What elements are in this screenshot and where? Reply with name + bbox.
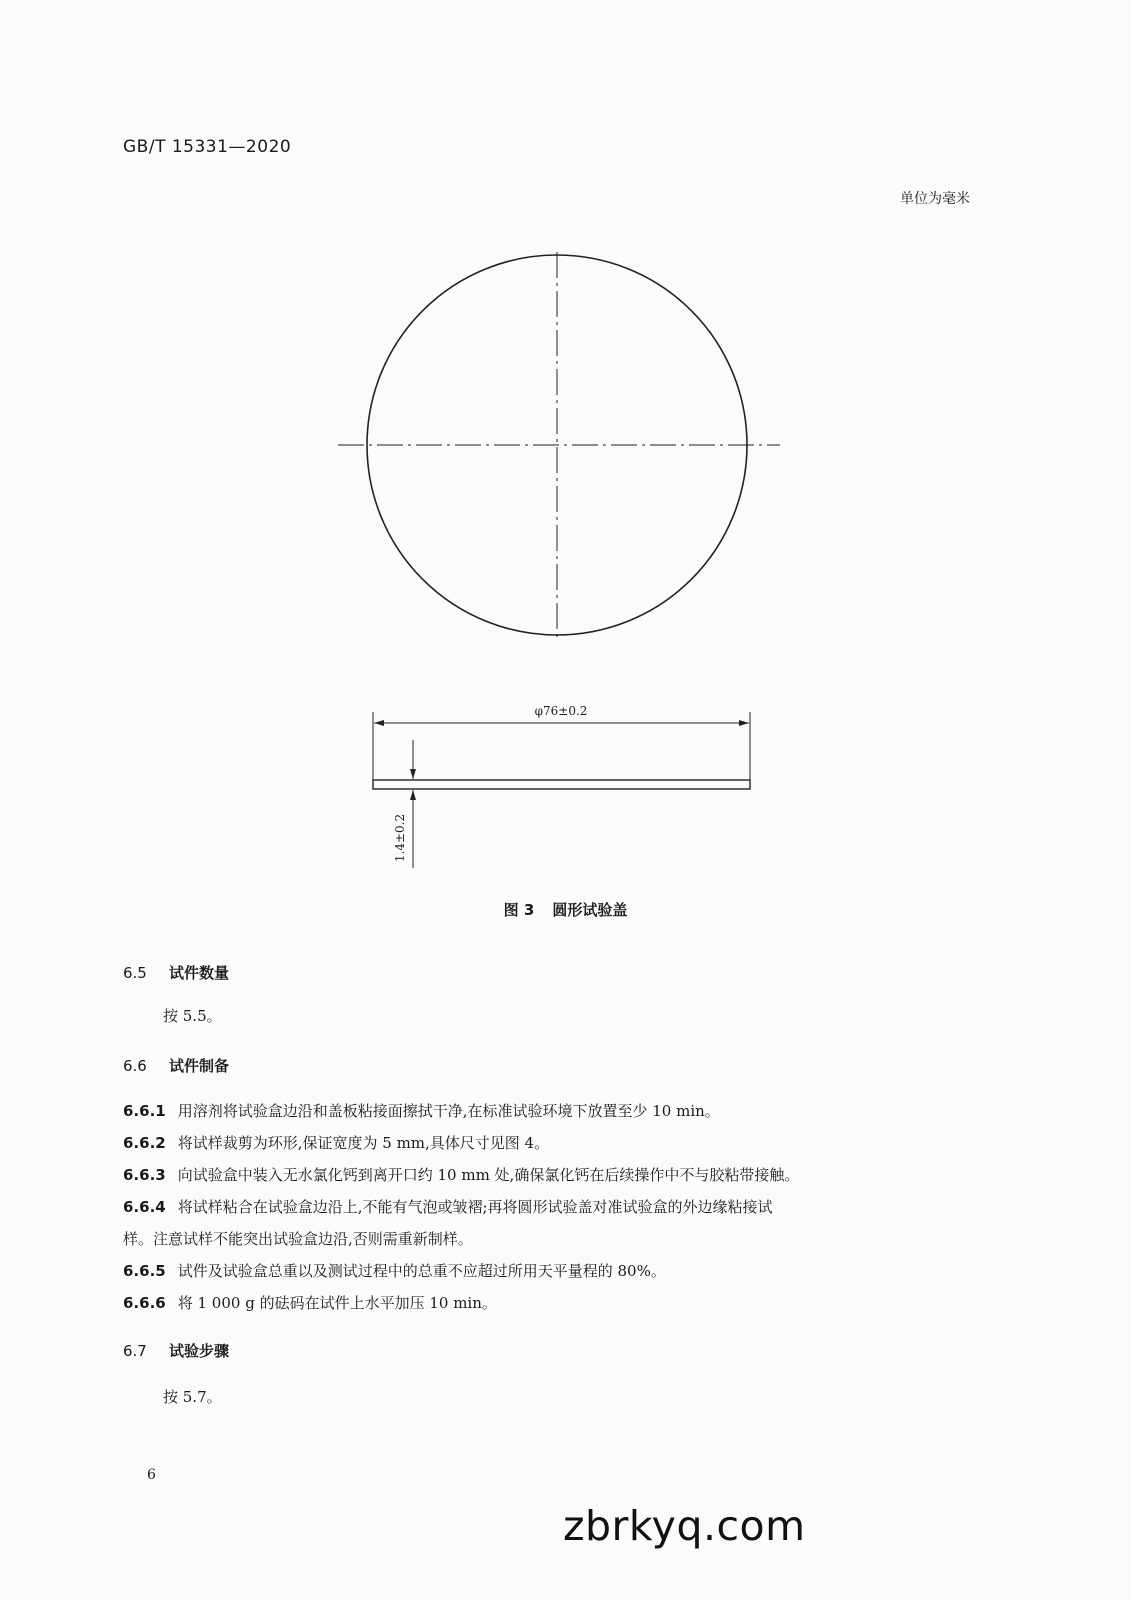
clause-6-6-4 <box>123 1197 773 1217</box>
clause-6-6-6 <box>123 1293 497 1313</box>
clause-number: 6.6.2 <box>123 1134 166 1152</box>
clause-number: 6.6.5 <box>123 1262 166 1280</box>
clause-text: 用溶剂将试验盒边沿和盖板粘接面擦拭干净,在标准试验环境下放置至少 10 min。 <box>177 1102 720 1120</box>
section-6-7-body: 按 5.7。 <box>163 1388 222 1406</box>
clause-6-6-1 <box>123 1101 720 1121</box>
clause-6-6-2 <box>123 1133 549 1153</box>
watermark: zbrkyq.com <box>563 1502 806 1550</box>
clause-text: 将 1 000 g 的砝码在试件上水平加压 10 min。 <box>177 1294 497 1312</box>
cover-side-view-plate <box>373 780 750 789</box>
section-6-5-body: 按 5.5。 <box>163 1007 222 1025</box>
clause-6-6-4-continuation: 样。注意试样不能突出试验盒边沿,否则需重新制样。 <box>123 1230 473 1248</box>
section-number: 6.7 <box>123 1342 147 1360</box>
section-6-7-heading <box>123 1340 229 1361</box>
clause-number: 6.6.4 <box>123 1198 166 1216</box>
figure-caption-title: 圆形试验盖 <box>552 901 628 919</box>
clause-number: 6.6.6 <box>123 1294 166 1312</box>
standard-code: GB/T 15331—2020 <box>123 137 292 157</box>
figure-caption <box>0 899 1131 920</box>
clause-number: 6.6.1 <box>123 1102 166 1120</box>
diameter-label: φ76±0.2 <box>534 704 588 718</box>
section-number: 6.6 <box>123 1057 147 1075</box>
clause-text: 将试样粘合在试验盒边沿上,不能有气泡或皱褶;再将圆形试验盖对准试验盒的外边缘粘接试 <box>177 1198 773 1216</box>
section-title: 试件制备 <box>169 1057 230 1075</box>
clause-text: 试件及试验盒总重以及测试过程中的总重不应超过所用天平量程的 80%。 <box>177 1262 666 1280</box>
section-title: 试验步骤 <box>169 1342 230 1360</box>
thickness-label: 1.4±0.2 <box>393 813 407 863</box>
clause-number: 6.6.3 <box>123 1166 166 1184</box>
figure-caption-number: 图 3 <box>503 901 535 919</box>
clause-text: 将试样裁剪为环形,保证宽度为 5 mm,具体尺寸见图 4。 <box>177 1134 550 1152</box>
clause-6-6-3 <box>123 1165 799 1185</box>
section-title: 试件数量 <box>169 964 230 982</box>
unit-note: 单位为毫米 <box>900 191 970 207</box>
clause-text: 向试验盒中装入无水氯化钙到离开口约 10 mm 处,确保氯化钙在后续操作中不与胶粘带接触。 <box>177 1166 800 1184</box>
section-number: 6.5 <box>123 964 147 982</box>
section-6-5-heading <box>123 962 229 983</box>
section-6-6-heading <box>123 1055 229 1076</box>
clause-6-6-5 <box>123 1261 666 1281</box>
page-number: 6 <box>147 1467 156 1483</box>
